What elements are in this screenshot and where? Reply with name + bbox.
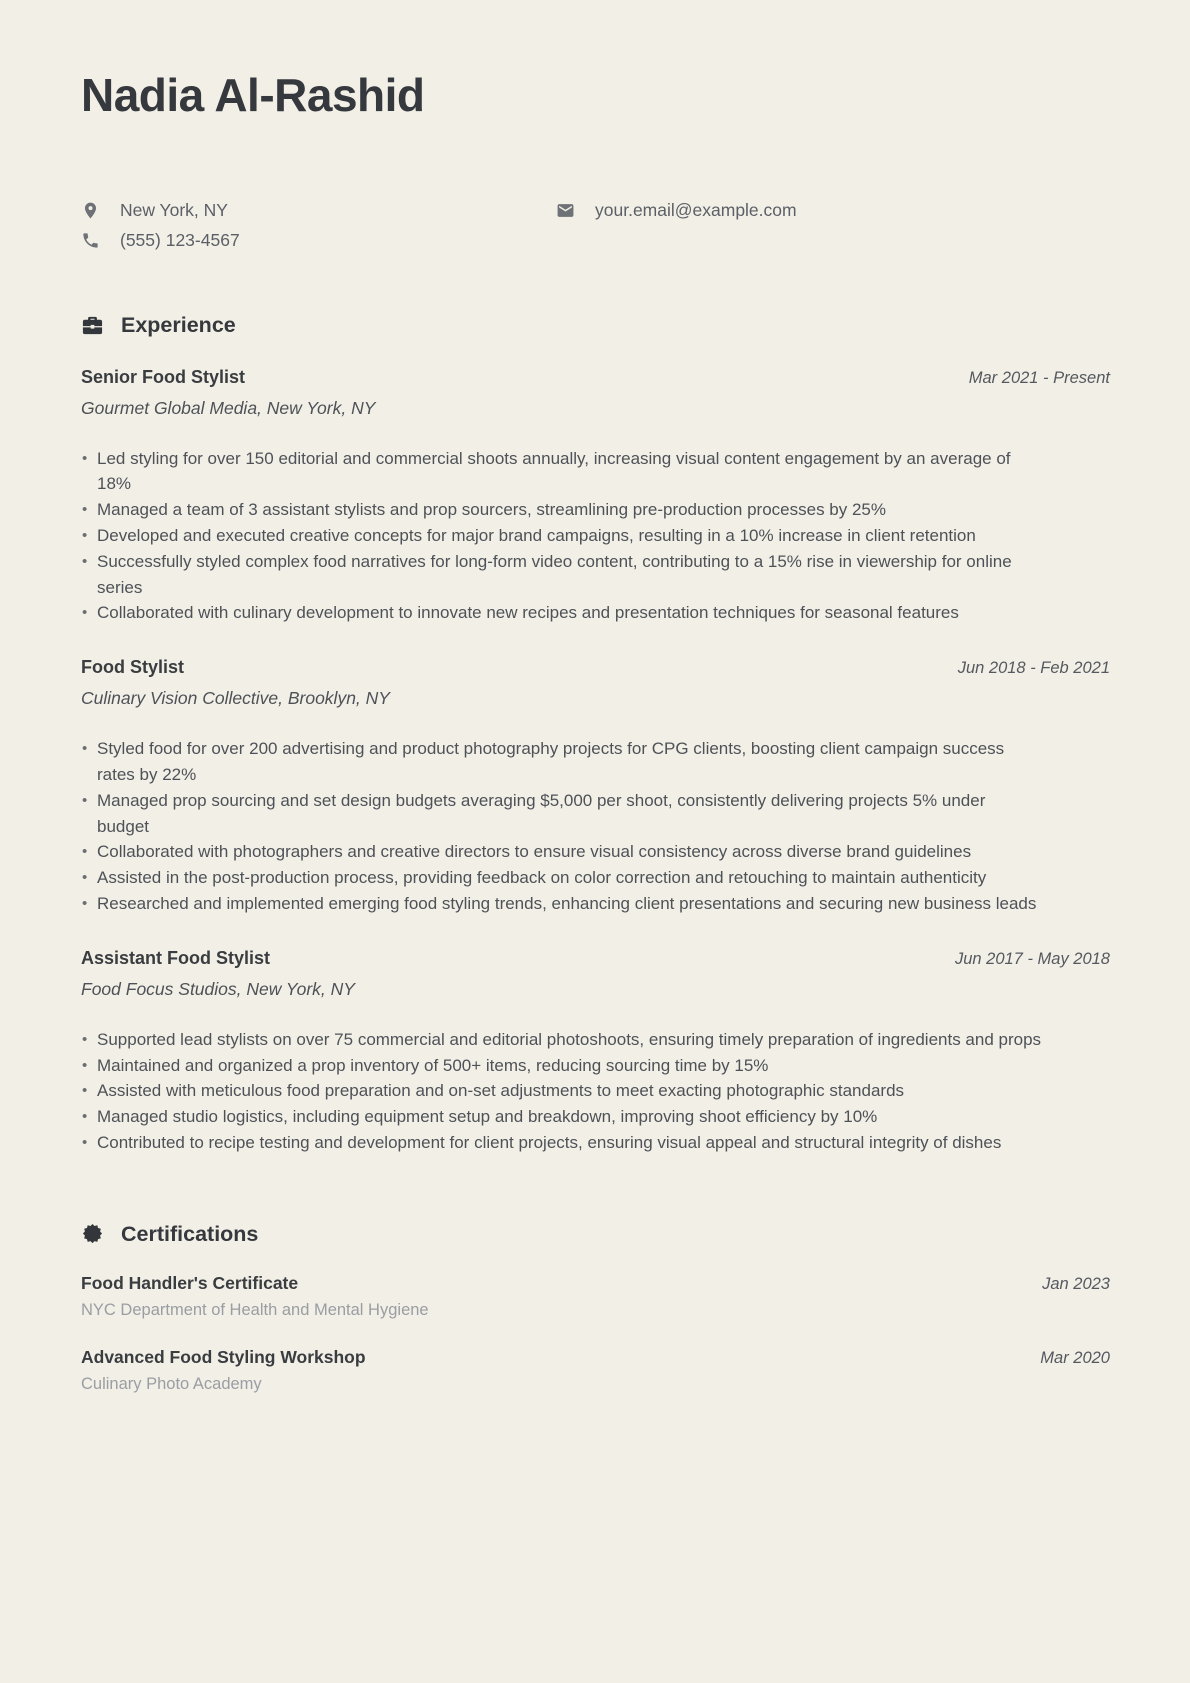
job-bullet: • Researched and implemented emerging food styling trends, enhancing client presentations and securing new business leads: [81, 891, 1042, 917]
certification-title-row: [81, 1347, 1110, 1368]
contact-left-column: [81, 199, 556, 253]
certification-name: Food Handler's Certificate: [81, 1272, 299, 1293]
briefcase-icon: [81, 314, 104, 337]
job-bullet: • Styled food for over 200 advertising and product photography projects for CPG clients, boosting client campaign success rates by 22%: [81, 736, 1042, 788]
map-pin-icon: [81, 201, 100, 220]
certification-title-row: [81, 1273, 1110, 1294]
certification-issuer: NYC Department of Health and Mental Hygiene: [81, 1300, 429, 1319]
job-bullet: • Successfully styled complex food narratives for long-form video content, contributing to a 15% rise in viewership for online series: [81, 549, 1042, 601]
job-entry: [81, 657, 1110, 917]
contact-block: [81, 199, 1110, 253]
job-bullet: • Collaborated with culinary development to innovate new recipes and presentation techniques for seasonal features: [81, 600, 1042, 626]
email-text: your.email@example.com: [595, 200, 797, 221]
job-bullet-list: [81, 446, 1110, 627]
certifications-section: [81, 1222, 1110, 1394]
contact-location: [81, 199, 556, 223]
job-title-row: [81, 948, 1110, 969]
job-bullet: • Managed prop sourcing and set design budgets averaging $5,000 per shoot, consistently delivering projects 5% under budget: [81, 788, 1042, 840]
certification-date: Mar 2020: [1040, 1348, 1110, 1367]
job-entry: [81, 367, 1110, 627]
job-bullet: • Led styling for over 150 editorial and commercial shoots annually, increasing visual content engagement by an average of 18%: [81, 446, 1042, 498]
job-bullet: • Managed studio logistics, including equipment setup and breakdown, improving shoot efficiency by 10%: [81, 1104, 1042, 1130]
location-text: New York, NY: [120, 200, 228, 221]
certification-entry: [81, 1347, 1110, 1394]
job-bullet: • Contributed to recipe testing and development for client projects, ensuring visual appeal and structural integrity of dishes: [81, 1130, 1042, 1156]
job-bullet-list: [81, 736, 1110, 917]
job-title: Senior Food Stylist: [81, 366, 246, 387]
phone-text: (555) 123-4567: [120, 230, 240, 251]
job-company: Gourmet Global Media, New York, NY: [81, 397, 376, 418]
job-title-row: [81, 657, 1110, 678]
job-entry: [81, 948, 1110, 1156]
job-bullet: • Assisted in the post-production process, providing feedback on color correction and retouching to maintain authenticity: [81, 865, 1042, 891]
experience-section-header: [81, 313, 1110, 338]
job-bullet: • Collaborated with photographers and creative directors to ensure visual consistency across diverse brand guidelines: [81, 839, 1042, 865]
job-bullet: • Managed a team of 3 assistant stylists and prop sourcers, streamlining pre-production processes by 25%: [81, 497, 1042, 523]
seal-icon: [81, 1223, 104, 1246]
certification-name: Advanced Food Styling Workshop: [81, 1346, 366, 1367]
job-dates: Jun 2017 - May 2018: [954, 949, 1110, 968]
certification-entry: [81, 1273, 1110, 1320]
job-company: Culinary Vision Collective, Brooklyn, NY: [81, 688, 390, 709]
job-bullet: • Supported lead stylists on over 75 commercial and editorial photoshoots, ensuring timely preparation of ingredients and props: [81, 1027, 1042, 1053]
job-bullet: • Assisted with meticulous food preparation and on-set adjustments to meet exacting photographic standards: [81, 1078, 1042, 1104]
experience-section-title: Experience: [121, 312, 236, 337]
job-dates: Mar 2021 - Present: [968, 368, 1110, 387]
contact-right-column: [556, 199, 1110, 253]
job-company: Food Focus Studios, New York, NY: [81, 978, 355, 999]
job-title: Food Stylist: [81, 657, 184, 678]
person-name: Nadia Al-Rashid: [81, 69, 425, 121]
experience-section: [81, 313, 1110, 1156]
job-dates: Jun 2018 - Feb 2021: [957, 659, 1110, 678]
envelope-icon: [556, 201, 575, 220]
certification-issuer: Culinary Photo Academy: [81, 1374, 262, 1393]
contact-phone: [81, 229, 556, 253]
contact-email: [556, 199, 1110, 223]
certification-date: Jan 2023: [1042, 1274, 1110, 1293]
certifications-section-title: Certifications: [121, 1221, 259, 1246]
job-bullet-list: [81, 1027, 1110, 1156]
certifications-section-header: [81, 1222, 1110, 1247]
phone-icon: [81, 231, 100, 250]
job-bullet: • Maintained and organized a prop inventory of 500+ items, reducing sourcing time by 15%: [81, 1053, 1042, 1079]
job-title-row: [81, 367, 1110, 388]
job-title: Assistant Food Stylist: [81, 947, 271, 968]
job-bullet: • Developed and executed creative concepts for major brand campaigns, resulting in a 10% increase in client retention: [81, 523, 1042, 549]
